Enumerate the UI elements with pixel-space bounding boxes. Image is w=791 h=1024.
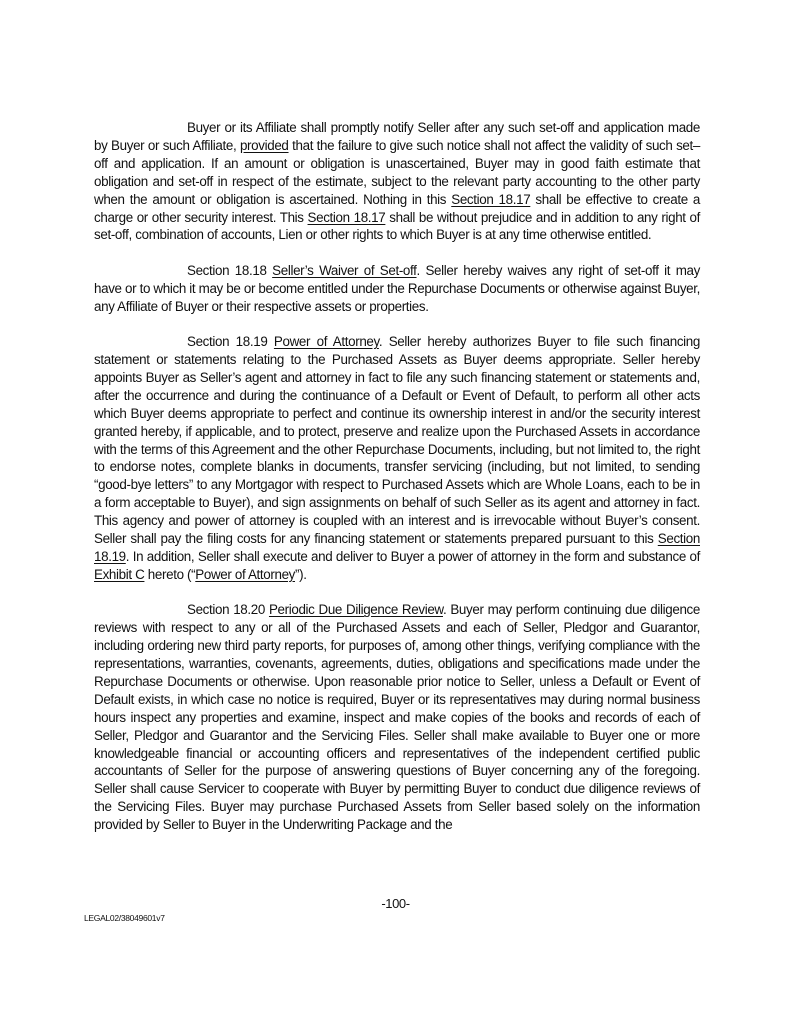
document-page	[94, 119, 700, 852]
page-number: -100-	[381, 896, 410, 911]
paragraph-text: shall be without prejudice and in addition to any right of set-off, combination of accounts, Lien or other rights to which Buyer is at any time otherwise entitled.	[94, 209, 700, 243]
paragraph-text: . Buyer may perform continuing due diligence reviews with respect to any or all of the Purchased Assets and each of Seller, Pledgor and Guarantor, including ordering new third party reports, for purposes of, among other things, verifying compliance with the representations, warranties, covenants, agreements, duties, obligations and specifications made under the Repurchase Documents or otherwise. Upon reasonable prior notice to Seller, unless a Default or Event of Default exists, in which case no notice is required, Buyer or its representatives may during normal business hours inspect any properties and examine, inspect and make copies of the books and records of each of Seller, Pledgor and Guarantor and the Servicing Files. Seller shall make available to Buyer one or more knowledgeable financial or accounting officers and representatives of the independent certified public accountants of Seller for the purpose of answering questions of Buyer concerning any of the foregoing. Seller shall cause Servicer to cooperate with Buyer by permitting Buyer to conduct due diligence reviews of the Servicing Files. Buyer may purchase Purchased Assets from Seller based solely on the information provided by Seller to Buyer in the Underwriting Package and the	[94, 602, 700, 833]
paragraph-text: Section 18.20	[187, 602, 269, 618]
paragraph-text: . Seller hereby authorizes Buyer to file such financing statement or statements relating to the Purchased Assets as Buyer deems appropriate. Seller hereby appoints Buyer as Seller’s agent and attorney in fact to file any such financing statement or statements and, after the occurrence and during the continuance of a Default or Event of Default, to perform all other acts which Buyer deems appropriate to perfect and continue its ownership interest in and/or the security interest granted hereby, if applicable, and to protect, preserve and realize upon the Purchased Assets in accordance with the terms of this Agreement and the other Repurchase Documents, including, but not limited to, the right to endorse notes, complete blanks in documents, transfer servicing (including, but not limited, to sending “good-bye letters” to any Mortgagor with respect to Purchased Assets which are Whole Loans, each to be in a form acceptable to Buyer), and sign assignments on behalf of such Seller as its agent and attorney in fact. This agency and power of attorney is coupled with an interest and is irrevocable without Buyer’s consent. Seller shall pay the filing costs for any financing statement or statements prepared pursuant to this	[94, 334, 701, 547]
paragraph-section-18-18	[94, 262, 700, 316]
underlined-reference: Exhibit C	[94, 566, 145, 582]
paragraph-text: hereto (“	[144, 566, 196, 582]
paragraph-text: that the failure to give such notice shall not affect the validity of such set–off and application. If an amount or obligation is unascertained, Buyer may in good faith estimate that obligation and set-off in respect of the estimate, subject to the relevant party accounting to the other party when the amount or obligation is ascertained. Nothing in this	[94, 137, 700, 207]
paragraph-text: Section 18.18	[187, 262, 273, 278]
paragraph-text: . Seller hereby waives any right of set-off it may have or to which it may be or become entitled under the Repurchase Documents or otherwise against Buyer, any Affiliate of Buyer or their respective assets or properties.	[94, 262, 700, 314]
paragraph-text: Section 18.19	[187, 334, 274, 350]
paragraph-section-18-19	[94, 333, 700, 584]
underlined-reference: Seller’s Waiver of Set-off	[272, 262, 417, 278]
paragraph-section-18-20	[94, 601, 700, 834]
underlined-reference: Section 18.17	[307, 209, 386, 225]
underlined-reference: Periodic Due Diligence Review	[268, 602, 443, 618]
underlined-reference: Power of Attorney	[195, 566, 296, 582]
underlined-reference: Section 18.19	[94, 531, 700, 564]
underlined-reference: provided	[239, 137, 289, 153]
paragraph-section-18-17-continued	[94, 119, 700, 244]
paragraph-text: shall be effective to create a charge or other security interest. This	[94, 191, 700, 225]
paragraph-text: . In addition, Seller shall execute and deliver to Buyer a power of attorney in the form and substance of	[125, 548, 700, 564]
document-id: LEGAL02/38049601v7	[84, 913, 165, 923]
paragraph-text: ”).	[295, 566, 307, 582]
paragraph-text: Buyer or its Affiliate shall promptly notify Seller after any such set-off and application made by Buyer or such Affiliate,	[94, 120, 700, 153]
underlined-reference: Power of Attorney	[273, 334, 379, 350]
underlined-reference: Section 18.17	[451, 191, 531, 207]
